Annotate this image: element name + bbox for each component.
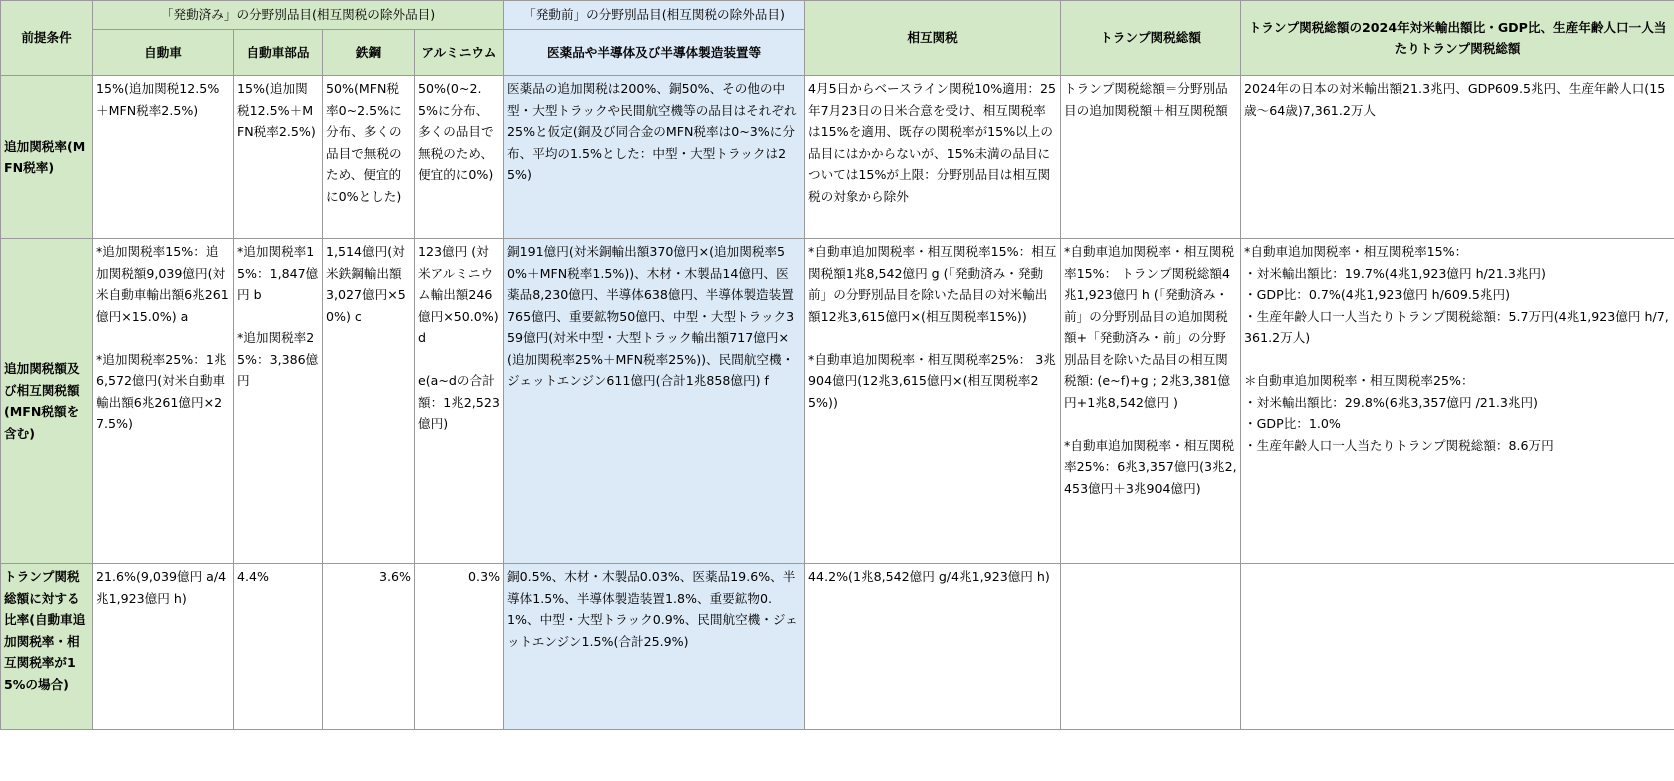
ratio-25-head: ＊自動車追加関税率・相互関税率25%： <box>1244 373 1474 388</box>
cell-amount-trump-total <box>1061 239 1241 564</box>
cell-amount-auto-parts <box>234 239 323 564</box>
cell-share-auto-parts: 4.4% <box>234 564 323 730</box>
cell-amount-steel: 1,514億円(対米鉄鋼輸出額3,027億円×50%) c <box>323 239 415 564</box>
header-aluminum: アルミニウム <box>415 30 504 76</box>
auto-amount-25: *追加関税率25%：1兆6,572億円(対米自動車輸出額6兆261億円×27.5%) <box>96 351 227 431</box>
cell-share-steel: 3.6% <box>323 564 415 730</box>
cell-share-aluminum: 0.3% <box>415 564 504 730</box>
cell-share-pharma: 銅0.5%、木材・木製品0.03%、医薬品19.6%、半導体1.5%、半導体製造装置1.8%、重要鉱物0.1%、中型・大型トラック0.9%、民間航空機・ジェットエンジン1.5%(合計25.9%) <box>504 564 805 730</box>
aluminum-amount: 123億円 (対米アルミニウム輸出額246億円×50.0%) d <box>418 244 499 345</box>
row-label-rate: 追加関税率(MFN税率) <box>1 76 93 239</box>
cell-rate-auto-parts: 15%(追加関税12.5%＋MFN税率2.5%) <box>234 76 323 239</box>
cell-rate-auto: 15%(追加関税12.5%＋MFN税率2.5%) <box>93 76 234 239</box>
cell-rate-ratio-2024: 2024年の日本の対米輸出額21.3兆円、GDP609.5兆円、生産年齢人口(15歳～64歳)7,361.2万人 <box>1241 76 1674 239</box>
table-row <box>1 239 1674 564</box>
cell-rate-pharma: 医薬品の追加関税は200%、銅50%、その他の中型・大型トラックや民間航空機等の品目はそれぞれ25%と仮定(銅及び同合金のMFN税率は0~3%に分布、平均の1.5%とした：中型・大型トラックは25%) <box>504 76 805 239</box>
cell-rate-trump-total: トランプ関税総額＝分野別品目の追加関税額＋相互関税額 <box>1061 76 1241 239</box>
header-auto-parts: 自動車部品 <box>234 30 323 76</box>
cell-amount-pharma: 銅191億円(対米銅輸出額370億円×(追加関税率50%＋MFN税率1.5%))、木材・木製品14億円、医薬品8,230億円、半導体638億円、半導体製造装置765億円、重要鉱物50億円、中型・大型トラック359億円(対米中型・大型トラック輸出額717億円×(追加関税率25%＋MFN税率25%))、民間航空機・ジェットエンジン611億円(合計1兆858億円) f <box>504 239 805 564</box>
cell-amount-reciprocal <box>805 239 1061 564</box>
aluminum-subtotal: e(a~dの合計額：1兆2,523億円) <box>418 373 500 431</box>
row-label-amount: 追加関税額及び相互関税額(MFN税額を含む) <box>1 239 93 564</box>
header-pharma: 医薬品や半導体及び半導体製造装置等 <box>504 30 805 76</box>
cell-share-auto: 21.6%(9,039億円 a/4兆1,923億円 h) <box>93 564 234 730</box>
cell-share-reciprocal: 44.2%(1兆8,542億円 g/4兆1,923億円 h) <box>805 564 1061 730</box>
cell-amount-ratio-2024 <box>1241 239 1674 564</box>
cell-share-trump-total <box>1061 564 1241 730</box>
table-row <box>1 76 1674 239</box>
cell-rate-reciprocal: 4月5日からベースライン関税10%適用：25年7月23日の日米合意を受け、相互関税率は15%を適用、既存の関税率が15%以上の品目にはかからないが、15%未満の品目については15%が上限：分野別品目は相互関税の対象から除外 <box>805 76 1061 239</box>
ratio-15-head: *自動車追加関税率・相互関税率15%： <box>1244 244 1468 259</box>
header-ratio-2024: トランプ関税総額の2024年対米輸出額比・GDP比、生産年齢人口一人当たりトランプ関税総額 <box>1241 1 1674 76</box>
header-trump-total: トランプ関税総額 <box>1061 1 1241 76</box>
header-premise: 前提条件 <box>1 1 93 76</box>
header-group-before: 「発動前」の分野別品目(相互関税の除外品目) <box>504 1 805 30</box>
header-steel: 鉄鋼 <box>323 30 415 76</box>
reciprocal-amount-25: *自動車追加関税率・相互関税率25%： 3兆904億円(12兆3,615億円×(相互関税率25%)) <box>808 351 1056 410</box>
cell-rate-steel: 50%(MFN税率0~2.5%に分布、多くの品目で無税のため、便宜的に0%とした) <box>323 76 415 239</box>
cell-rate-aluminum: 50%(0~2.5%に分布、多くの品目で無税のため、便宜的に0%) <box>415 76 504 239</box>
ratio-15-export: ・対米輸出額比：19.7%(4兆1,923億円 h/21.3兆円) <box>1244 265 1546 281</box>
cell-share-ratio-2024 <box>1241 564 1674 730</box>
parts-amount-15: *追加関税率15%：1,847億円 b <box>237 244 319 302</box>
header-group-activated: 「発動済み」の分野別品目(相互関税の除外品目) <box>93 1 504 30</box>
header-reciprocal: 相互関税 <box>805 1 1061 76</box>
header-auto: 自動車 <box>93 30 234 76</box>
parts-amount-25: *追加関税率25%：3,386億円 <box>237 330 319 388</box>
ratio-15-gdp: ・GDP比：0.7%(4兆1,923億円 h/609.5兆円) <box>1244 287 1511 302</box>
auto-amount-15: *追加関税率15%：追加関税額9,039億円(対米自動車輸出額6兆261億円×15.0%) a <box>96 244 229 324</box>
row-label-share: トランプ関税総額に対する比率(自動車追加関税率・相互関税率が15%の場合) <box>1 564 93 730</box>
ratio-15-per-capita: ・生産年齢人口一人当たりトランプ関税総額：5.7万円(4兆1,923億円 h/7,361.2万人) <box>1244 308 1669 345</box>
ratio-25-per-capita: ・生産年齢人口一人当たりトランプ関税総額：8.6万円 <box>1244 437 1554 453</box>
trump-total-15: *自動車追加関税率・相互関税率15%： トランプ関税総額4兆1,923億円 h (「発動済み・前」の分野別品目の追加関税額+「発動済み・前」の分野別品目を除いた品目の相互関税額: (e~f)+g ; 2兆3,381億円+1兆8,542億円 ) <box>1064 244 1235 410</box>
ratio-25-export: ・対米輸出額比：29.8%(6兆3,357億円 /21.3兆円) <box>1244 394 1538 410</box>
reciprocal-amount-15: *自動車追加関税率・相互関税率15%：相互関税額1兆8,542億円 g (「発動済み・発動前」の分野別品目を除いた品目の対米輸出額12兆3,615億円×(相互関税率15%)) <box>808 244 1057 324</box>
ratio-25-gdp: ・GDP比：1.0% <box>1244 416 1341 431</box>
cell-amount-auto <box>93 239 234 564</box>
cell-amount-aluminum <box>415 239 504 564</box>
table-row <box>1 564 1674 730</box>
trump-total-25: *自動車追加関税率・相互関税率25%：6兆3,357億円(3兆2,453億円＋3兆904億円) <box>1064 437 1237 496</box>
